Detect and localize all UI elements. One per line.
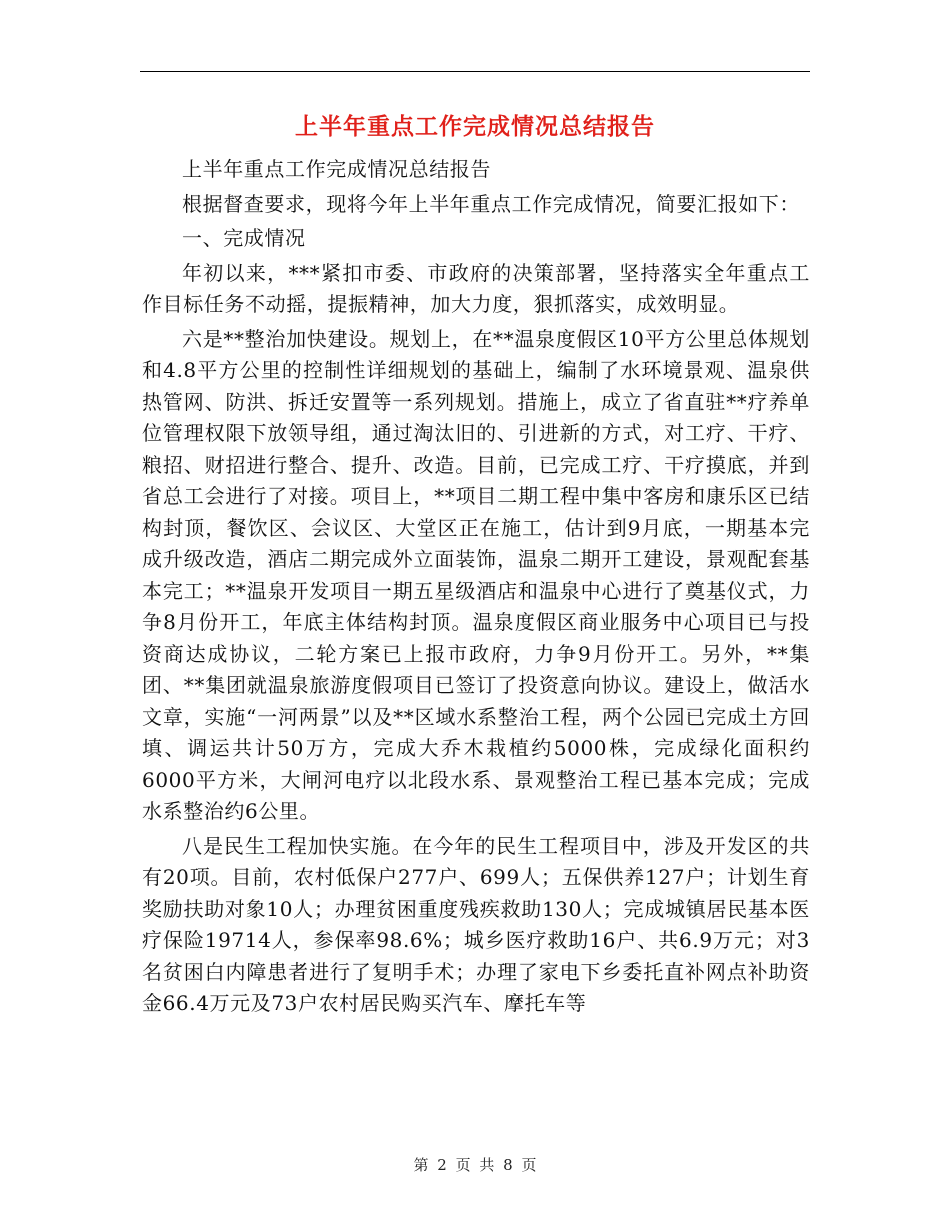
paragraph-item-eight: 八是民生工程加快实施。在今年的民生工程项目中，涉及开发区的共有20项。目前，农村低保户277户、699人；五保供养127户；计划生育奖励扶助对象10人；办理贫困重度残疾救助130人；完成城镇居民基本医疗保险19714人，参保率98.6%；城乡医疗救助16户、共6.9万元；对3名贫困白内障患者进行了复明手术；办理了家电下乡委托直补网点补助资金66.4万元及73户农村居民购买汽车、摩托车等 [142,833,810,1015]
paragraph-subtitle: 上半年重点工作完成情况总结报告 [182,157,491,181]
document-body [142,154,810,1020]
document-title: 上半年重点工作完成情况总结报告 [295,114,655,140]
header-rule [140,71,810,72]
paragraph-overview: 年初以来，***紧扣市委、市政府的决策部署，坚持落实全年重点工作目标任务不动摇，提振精神，加大力度，狠抓落实，成效明显。 [142,260,810,316]
section-heading: 一、完成情况 [182,226,306,250]
page-number: 第 2 页 共 8 页 [413,1156,537,1174]
paragraph-intro: 根据督查要求，现将今年上半年重点工作完成情况，简要汇报如下： [182,191,800,216]
paragraph-item-six: 六是**整治加快建设。规划上，在**温泉度假区10平方公里总体规划和4.8平方公里的控制性详细规划的基础上，编制了水环境景观、温泉供热管网、防洪、拆迁安置等一系列规划。措施上，成立了省直驻**疗养单位管理权限下放领导组，通过淘汰旧的、引进新的方式，对工疗、干疗、粮招、财招进行整合、提升、改造。目前，已完成工疗、干疗摸底，并到省总工会进行了对接。项目上，**项目二期工程中集中客房和康乐区已结构封顶，餐饮区、会议区、大堂区正在施工，估计到9月底，一期基本完成升级改造，酒店二期完成外立面装饰，温泉二期开工建设，景观配套基本完工；**温泉开发项目一期五星级酒店和温泉中心进行了奠基仪式，力争8月份开工，年底主体结构封顶。温泉度假区商业服务中心项目已与投资商达成协议，二轮方案已上报市政府，力争9月份开工。另外，**集团、**集团就温泉旅游度假项目已签订了投资意向协议。建设上，做活水文章，实施“一河两景”以及**区域水系整治工程，两个公园已完成土方回填、调运共计50万方，完成大乔木栽植约5000株，完成绿化面积约6000平方米，大闸河电疗以北段水系、景观整治工程已基本完成；完成水系整治约6公里。 [142,326,810,823]
